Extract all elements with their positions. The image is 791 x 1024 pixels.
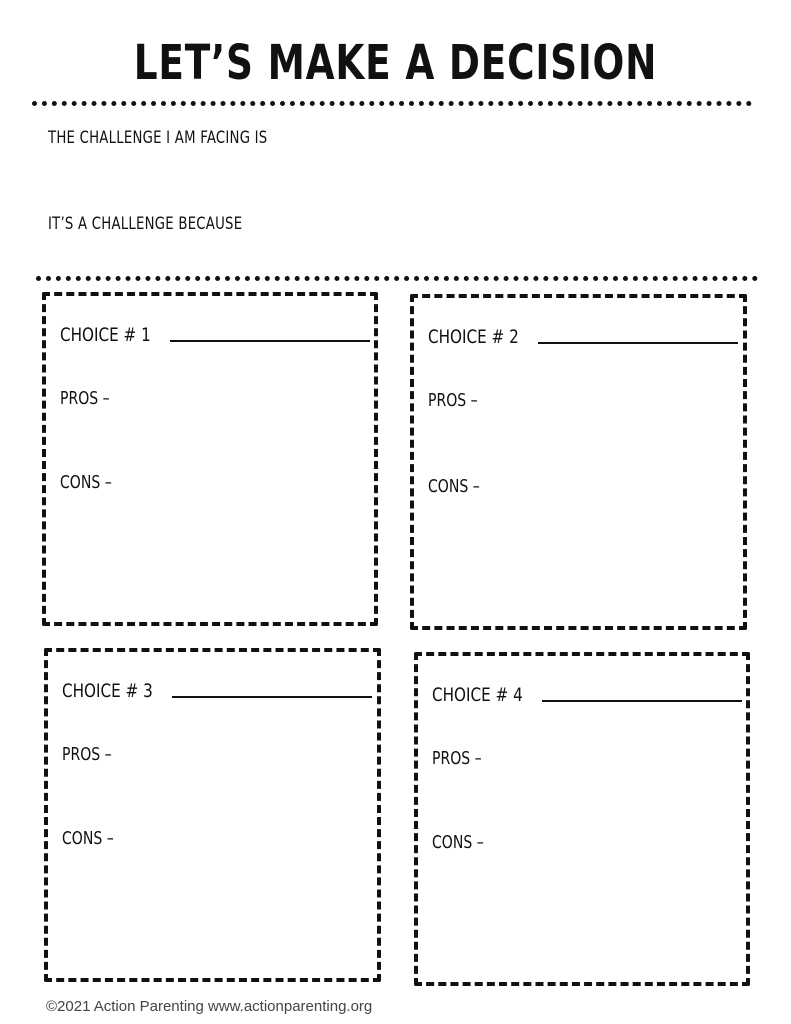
dotted-divider-top bbox=[32, 101, 752, 106]
choice-fill-line[interactable] bbox=[542, 700, 742, 702]
pros-label: PROS – bbox=[62, 744, 112, 765]
choice-header-2 bbox=[428, 326, 738, 348]
because-prompt: IT’S A CHALLENGE BECAUSE bbox=[48, 214, 243, 234]
choice-header-1 bbox=[60, 324, 370, 346]
choice-box-4 bbox=[414, 652, 750, 986]
challenge-prompt: THE CHALLENGE I AM FACING IS bbox=[48, 128, 268, 148]
pros-label: PROS – bbox=[428, 390, 478, 411]
pros-label: PROS – bbox=[432, 748, 482, 769]
cons-label: CONS – bbox=[428, 476, 480, 497]
choice-title: CHOICE # 3 bbox=[62, 680, 153, 702]
cons-label: CONS – bbox=[62, 828, 114, 849]
choice-title: CHOICE # 4 bbox=[432, 684, 523, 706]
choice-fill-line[interactable] bbox=[172, 696, 372, 698]
cons-label: CONS – bbox=[60, 472, 112, 493]
choice-box-3 bbox=[44, 648, 381, 982]
choice-title: CHOICE # 1 bbox=[60, 324, 151, 346]
choice-box-2 bbox=[410, 294, 747, 630]
copyright-footer: ©2021 Action Parenting www.actionparenting.org bbox=[46, 998, 373, 1015]
dotted-divider-middle bbox=[36, 276, 758, 281]
choice-title: CHOICE # 2 bbox=[428, 326, 519, 348]
page-title: LET’S MAKE A DECISION bbox=[133, 35, 658, 91]
choice-header-3 bbox=[62, 680, 372, 702]
pros-label: PROS – bbox=[60, 388, 110, 409]
choice-header-4 bbox=[432, 684, 742, 706]
choice-fill-line[interactable] bbox=[170, 340, 370, 342]
choice-box-1 bbox=[42, 292, 378, 626]
cons-label: CONS – bbox=[432, 832, 484, 853]
choice-fill-line[interactable] bbox=[538, 342, 738, 344]
